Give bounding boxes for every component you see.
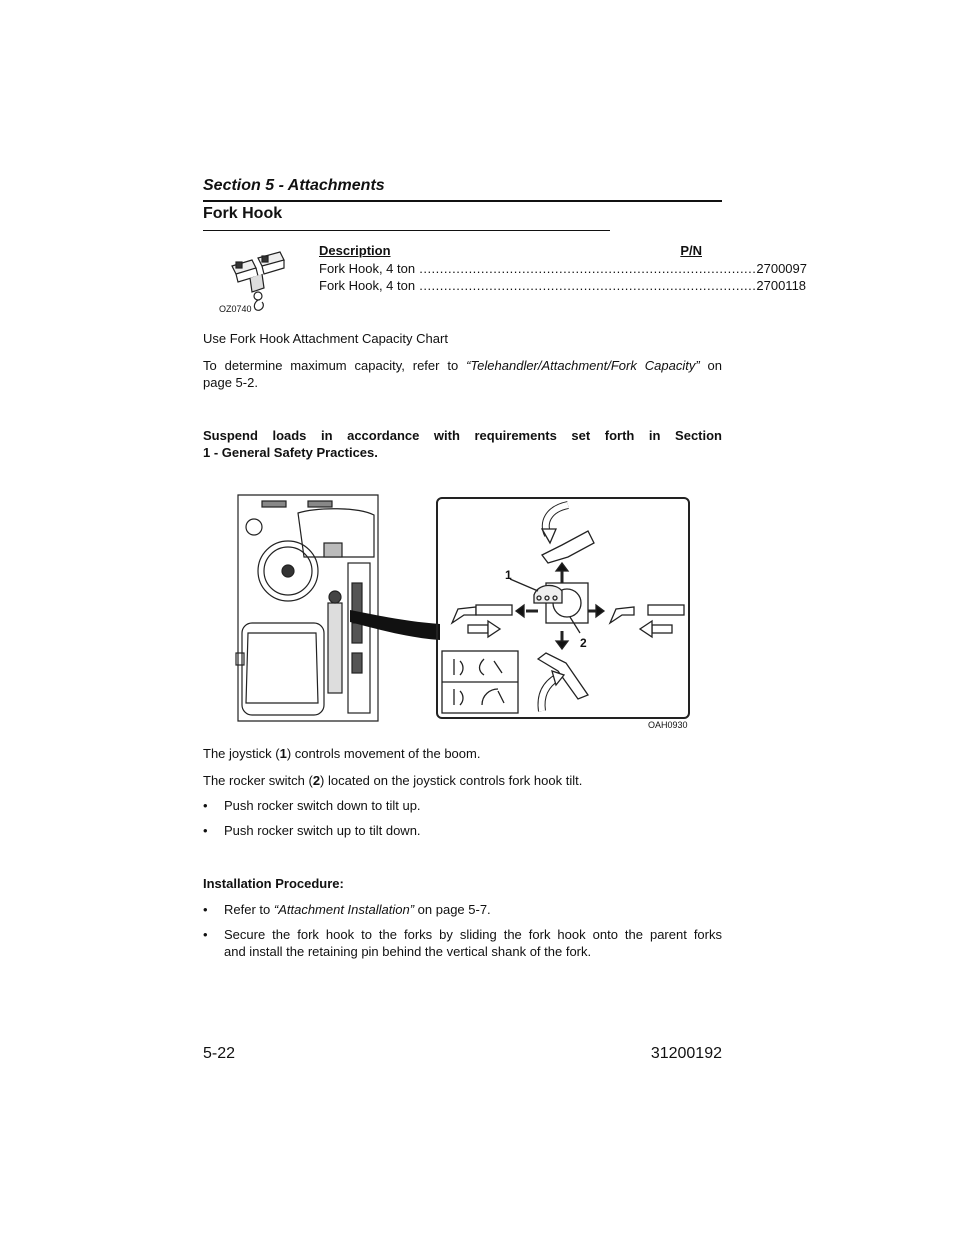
row-pn: 2700118 — [756, 278, 807, 293]
capacity-reference-link[interactable]: “Telehandler/Attachment/Fork Capacity” — [466, 358, 700, 373]
connector-band — [350, 600, 440, 650]
capacity-reference — [203, 357, 722, 391]
table-row — [319, 260, 808, 277]
parts-header — [319, 243, 719, 260]
safety-warning-line2: 1 - General Safety Practices. — [203, 445, 378, 460]
col-description: Description — [319, 243, 391, 258]
joystick-description: The joystick (1) controls movement of the boom. — [203, 746, 481, 761]
rocker-description: The rocker switch (2) located on the joystick controls fork hook tilt. — [203, 773, 583, 788]
safety-warning — [203, 427, 722, 461]
list-item: • Push rocker switch down to tilt up. — [203, 798, 421, 813]
installation-heading: Installation Procedure: — [203, 876, 344, 891]
row-description: Fork Hook, 4 ton — [319, 261, 416, 276]
joystick-diagram — [438, 499, 688, 717]
capacity-chart-text: Use Fork Hook Attachment Capacity Chart — [203, 331, 448, 346]
title-rule — [203, 230, 610, 231]
col-pn: P/N — [680, 243, 702, 258]
capacity-reference-line2: page 5-2. — [203, 375, 258, 390]
list-item: • Refer to “Attachment Installation” on page 5-7. — [203, 902, 491, 917]
bullet-icon: • — [203, 927, 208, 942]
callout-1: 1 — [505, 568, 512, 582]
row-description: Fork Hook, 4 ton — [319, 278, 416, 293]
install-step-line2: and install the retaining pin behind the vertical shank of the fork. — [224, 944, 592, 959]
row-pn: 2700097 — [756, 261, 808, 276]
bullet-icon: • — [203, 823, 208, 838]
leader-dots: .................................................................................. — [415, 278, 757, 293]
header-rule — [203, 200, 722, 202]
document-number: 31200192 — [650, 1045, 722, 1062]
installation-reference-link[interactable]: “Attachment Installation” — [273, 902, 415, 917]
list-item: • Push rocker switch up to tilt down. — [203, 823, 421, 838]
figure-label: OAH0930 — [648, 720, 688, 730]
parts-image-label: OZ0740 — [219, 304, 252, 314]
table-row — [319, 277, 807, 294]
capacity-reference-line1: To determine maximum capacity, refer to “Telehandler/Attachment/Fork Capacity” on — [203, 358, 722, 373]
safety-warning-line1: Suspend loads in accordance with requirements set forth in Section — [203, 428, 722, 443]
page-number: 5-22 — [203, 1045, 236, 1062]
bullet-icon: • — [203, 798, 208, 813]
page-title: Fork Hook — [203, 205, 283, 222]
bullet-icon: • — [203, 902, 208, 917]
parts-table — [319, 243, 808, 294]
callout-2: 2 — [580, 636, 587, 650]
leader-dots: .................................................................................. — [415, 261, 757, 276]
install-step-line1: Secure the fork hook to the forks by sliding the fork hook onto the parent forks — [224, 927, 722, 942]
list-item — [203, 926, 722, 960]
section-title: Section 5 - Attachments — [203, 177, 385, 194]
